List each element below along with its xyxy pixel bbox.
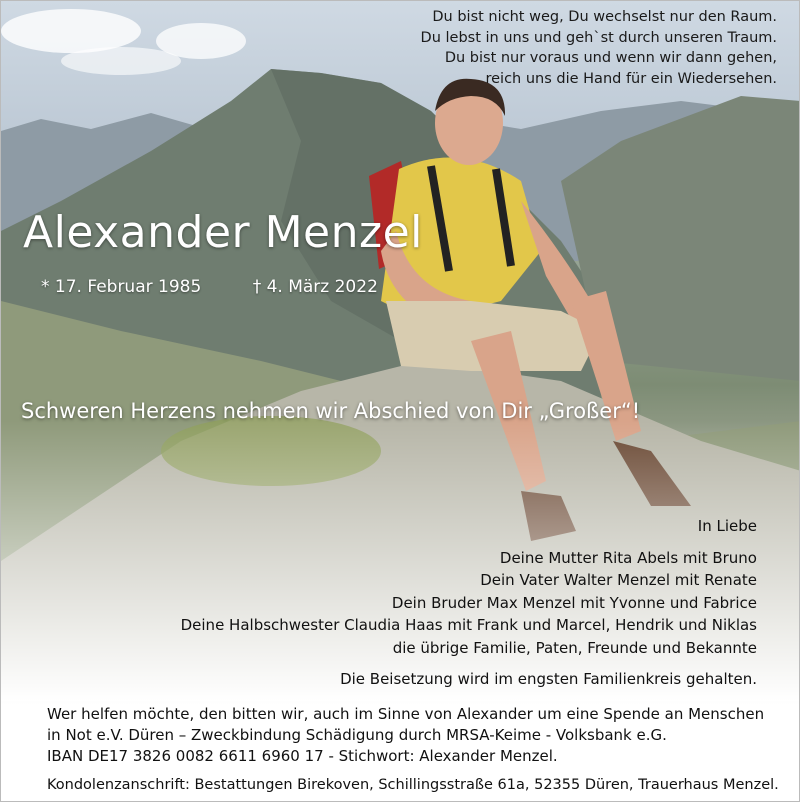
in-love-label: In Liebe (697, 517, 757, 535)
poem (337, 7, 777, 89)
poem-line: reich uns die Hand für ein Wiedersehen. (485, 70, 777, 87)
death-date: † 4. März 2022 (252, 277, 378, 297)
donation-line: Wer helfen möchte, den bitten wir, auch im Sinne von Alexander um eine Spende an Menschen (47, 705, 765, 723)
family-block (117, 515, 757, 691)
donation-line: IBAN DE17 3826 0082 6611 6960 17 - Stichwort: Alexander Menzel. (47, 747, 558, 765)
cloud (61, 47, 181, 75)
poem-line: Du bist nur voraus und wenn wir dann gehen, (444, 50, 777, 66)
birth-date: * 17. Februar 1985 (41, 277, 202, 297)
family-member: Dein Bruder Max Menzel mit Yvonne und Fabrice (391, 593, 757, 612)
poem-line: Du bist nicht weg, Du wechselst nur den Raum. (432, 9, 777, 25)
cloud (1, 9, 141, 53)
family-member: Dein Vater Walter Menzel mit Renate (480, 571, 757, 589)
family-member: Deine Halbschwester Claudia Haas mit Frank und Marcel, Hendrik und Niklas (180, 616, 757, 634)
farewell-line: Schweren Herzens nehmen wir Abschied von Dir „Großer“! (21, 399, 641, 423)
family-member: die übrige Familie, Paten, Freunde und Bekannte (392, 638, 757, 657)
donation-line: in Not e.V. Düren – Zweckbindung Schädigung durch MRSA-Keime - Volksbank e.G. (47, 726, 667, 744)
poem-line: Du lebst in uns und geh`st durch unseren Traum. (420, 29, 777, 46)
life-dates (41, 277, 378, 297)
deceased-name: Alexander Menzel (23, 207, 423, 258)
burial-note: Die Beisetzung wird im engsten Familienkreis gehalten. (340, 670, 757, 688)
donation-block (47, 704, 767, 767)
family-member: Deine Mutter Rita Abels mit Bruno (499, 548, 757, 567)
condolence-address: Kondolenzanschrift: Bestattungen Birekoven, Schillingsstraße 61a, 52355 Düren, Trauerhaus Menzel. (47, 777, 779, 793)
